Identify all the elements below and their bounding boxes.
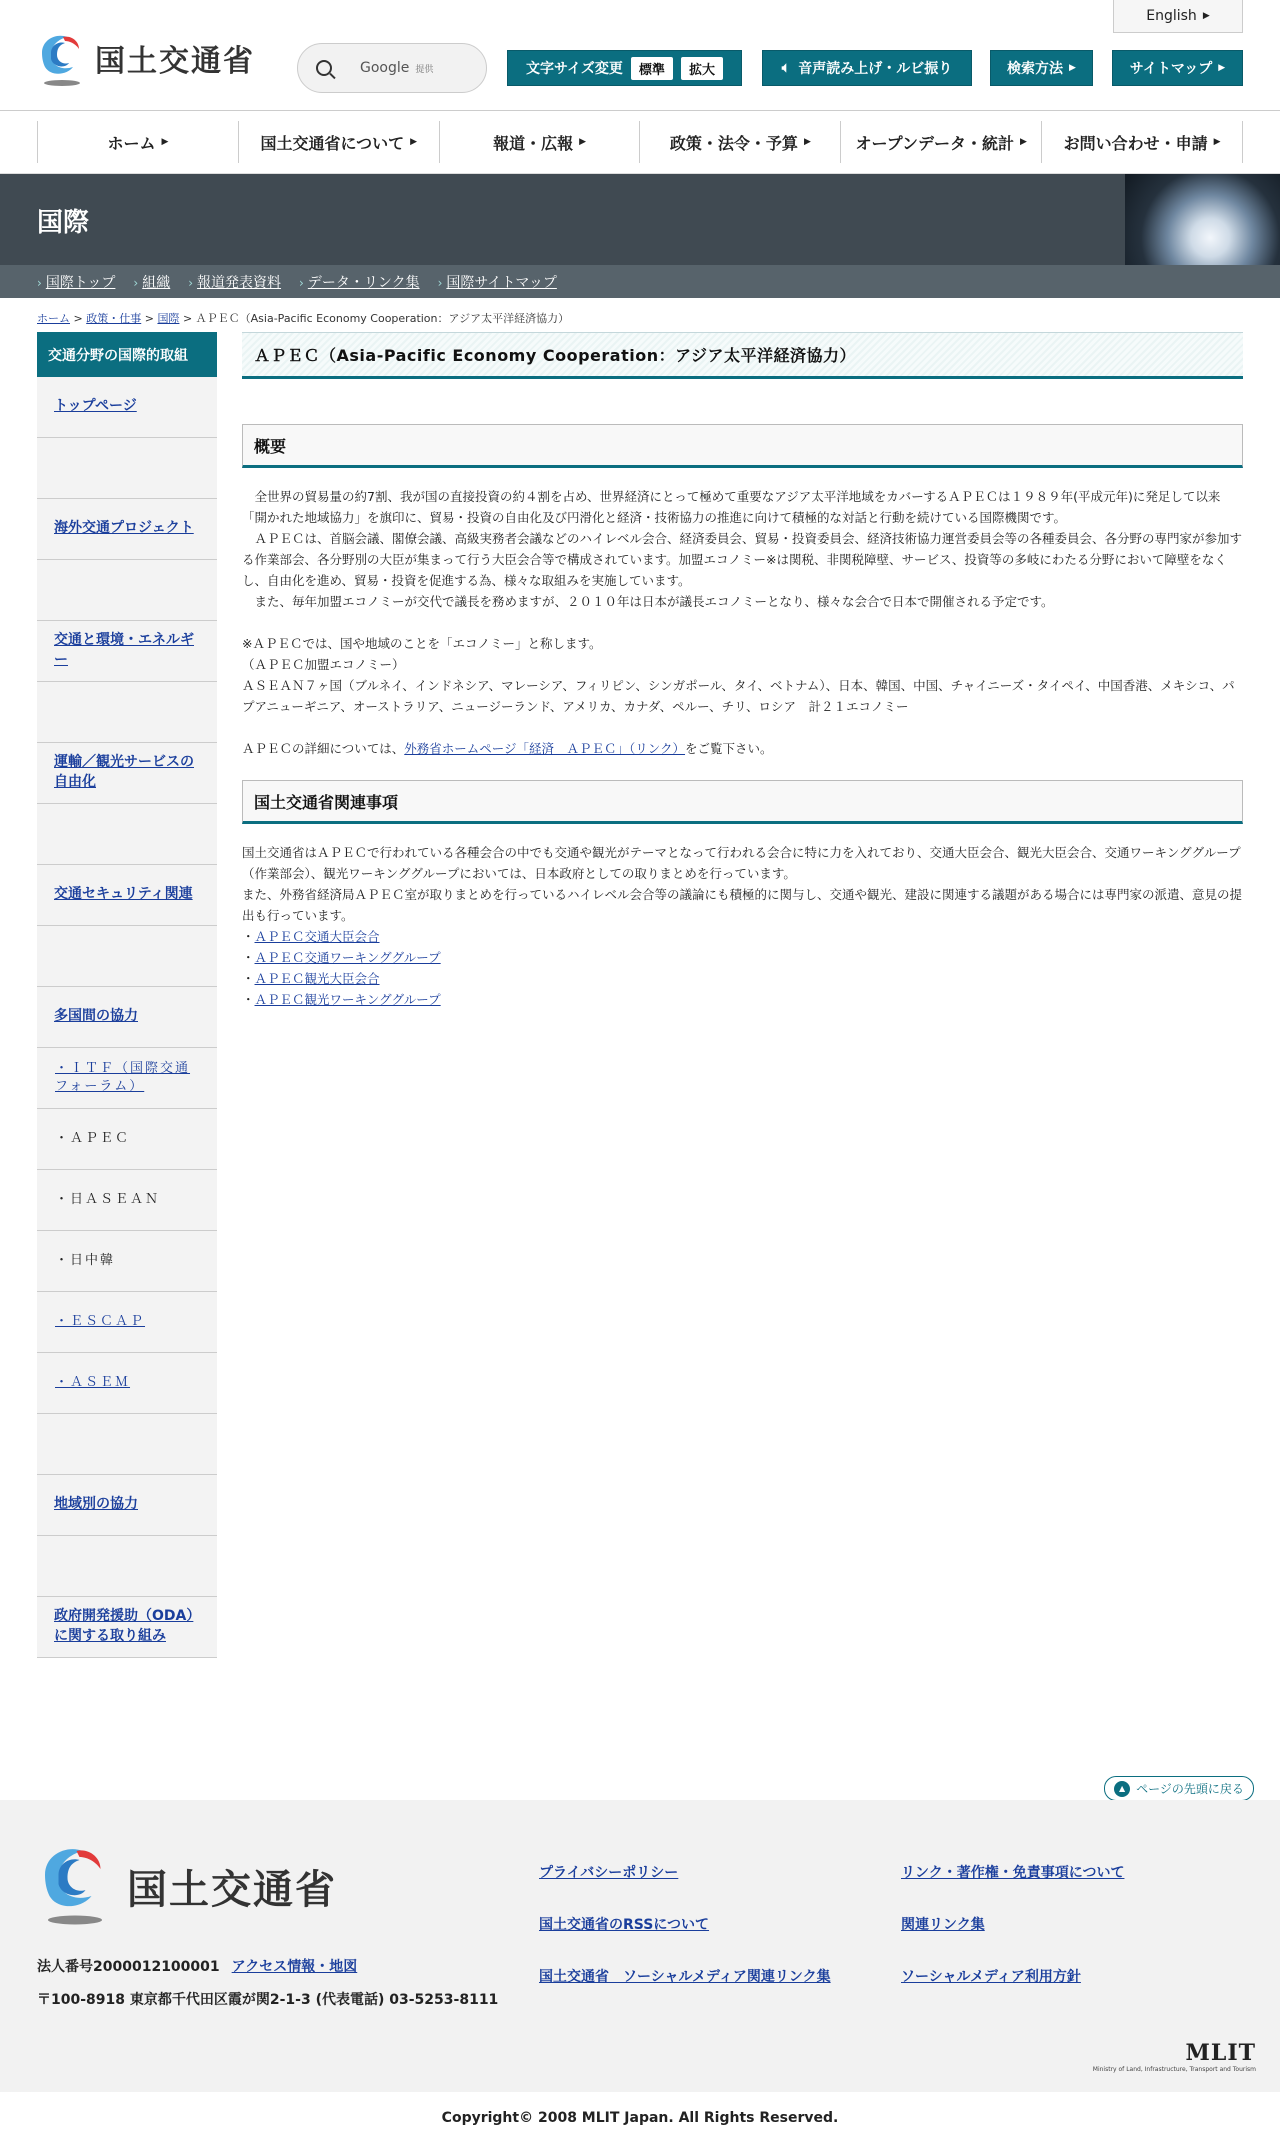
sidebar-item[interactable]	[37, 1353, 217, 1414]
gnav-contact[interactable]	[1041, 121, 1243, 163]
breadcrumb-separator: >	[182, 312, 193, 325]
chevron-right-icon: ›	[188, 275, 194, 290]
chevron-right-icon: ▶	[1202, 11, 1210, 21]
chevron-right-icon: ▶	[410, 137, 418, 147]
sidebar	[37, 332, 217, 1658]
page-top-button[interactable]	[1104, 1776, 1254, 1801]
sidebar-item-label: ・日中韓	[55, 1252, 116, 1268]
footer-logo[interactable]	[37, 1842, 337, 1930]
section-banner	[0, 174, 1280, 265]
search-method-button[interactable]	[990, 50, 1093, 86]
sidebar-spacer	[37, 1536, 217, 1597]
sidebar-item-label[interactable]: 海外交通プロジェクト	[54, 520, 194, 537]
chevron-right-icon: ›	[37, 275, 42, 290]
mlit-wordmark-text: MLIT	[1185, 2040, 1256, 2066]
access-link[interactable]: アクセス情報・地図	[231, 1959, 358, 1975]
detail-prefix: ＡＰＥＣの詳細については、	[242, 741, 405, 756]
sidebar-spacer	[37, 682, 217, 743]
sidebar-item	[37, 1109, 217, 1170]
sidebar-item[interactable]	[37, 743, 217, 804]
chevron-right-icon: ▶	[161, 137, 169, 147]
breadcrumb-separator: >	[144, 312, 154, 325]
breadcrumb-current: ＡＰＥＣ（Asia-Pacific Economy Cooperation：アジア太平洋経済協力）	[195, 312, 570, 325]
subnav-intl-sitemap[interactable]: 国際サイトマップ	[446, 274, 557, 291]
detail-suffix: をご覧下さい。	[685, 741, 773, 756]
sidebar-item-label[interactable]: 地域別の協力	[54, 1496, 138, 1513]
sidebar-item-label[interactable]: 交通セキュリティ関連	[54, 886, 193, 903]
mlit-logo-icon	[37, 1842, 113, 1930]
economy-note: ※ＡＰＥＣでは、国や地域のことを「エコノミー」と称します。	[242, 636, 602, 651]
voice-label: 音声読み上げ・ルビ振り	[798, 61, 953, 77]
list-item: ・ＡＰＥＣ交通大臣会合	[242, 929, 380, 944]
breadcrumb-intl[interactable]: 国際	[157, 312, 180, 325]
font-standard-button[interactable]: 標準	[631, 57, 673, 80]
chevron-right-icon: ▶	[803, 137, 811, 147]
overview-paragraph-2: ＡＰＥＣは、首脳会議、閣僚会議、高級実務者会議などのハイレベル会合、経済委員会、貿易・投資委員会、経済技術協力運営委員会等の各種委員会、各分野の専門家が参加する作業部会、各分野別の大臣が集まって行う大臣会合等で構成されています。加盟エコノミー※は関税、非関税障壁、サービス、投資等の多岐にわたる分野において障壁をなくし、自由化を進め、貿易・投資を促進する為、様々な取組みを実施しています。	[242, 531, 1243, 588]
chevron-right-icon: ▶	[1213, 137, 1221, 147]
breadcrumb-policy[interactable]: 政策・仕事	[86, 312, 142, 325]
sidebar-item-label[interactable]: 交通と環境・エネルギー	[54, 632, 194, 668]
sidebar-item-label[interactable]: 多国間の協力	[54, 1008, 138, 1025]
list-item: ・ＡＰＥＣ交通ワーキンググループ	[242, 950, 441, 965]
apec-transport-wg-link[interactable]: ＡＰＥＣ交通ワーキンググループ	[254, 950, 441, 965]
related-links-link[interactable]: 関連リンク集	[901, 1917, 985, 1933]
arrow-up-icon: ▲	[1114, 1781, 1130, 1797]
gnav-label: 報道・広報	[493, 133, 574, 153]
mlit-wordmark	[1093, 2040, 1256, 2073]
sidebar-heading: 交通分野の国際的取組	[37, 332, 217, 377]
list-item: ・ＡＰＥＣ観光ワーキンググループ	[242, 992, 441, 1007]
main-area	[0, 332, 1280, 1658]
section-subnav	[0, 265, 1280, 298]
chevron-right-icon: ▶	[1069, 63, 1076, 73]
search-method-label: 検索方法	[1007, 61, 1064, 77]
search-provider-sub: 提供	[415, 64, 434, 75]
overview-paragraph-3: また、毎年加盟エコノミーが交代で議長を務めますが、２０１０年は日本が議長エコノミーとなり、様々な会合で日本で開催される予定です。	[242, 594, 1054, 609]
subnav-press[interactable]: 報道発表資料	[197, 274, 282, 291]
privacy-policy-link[interactable]: プライバシーポリシー	[539, 1865, 679, 1881]
site-logo[interactable]	[37, 31, 255, 85]
gnav-home[interactable]	[37, 121, 238, 163]
gnav-label: 国土交通省について	[260, 133, 405, 153]
subnav-data-links[interactable]: データ・リンク集	[307, 274, 420, 291]
gnav-label: ホーム	[107, 133, 156, 153]
sidebar-spacer	[37, 804, 217, 865]
chevron-right-icon: ›	[299, 275, 304, 290]
chevron-right-icon: ▶	[579, 137, 587, 147]
copyright-disclaimer-link[interactable]: リンク・著作権・免責事項について	[901, 1865, 1125, 1881]
gnav-label: お問い合わせ・申請	[1063, 133, 1208, 153]
list-item: ・ＡＰＥＣ観光大臣会合	[242, 971, 380, 986]
sidebar-item[interactable]	[37, 499, 217, 560]
search-icon	[316, 60, 332, 76]
speaker-icon: 🔈︎	[781, 60, 791, 76]
sidebar-spacer	[37, 438, 217, 499]
gnav-opendata[interactable]	[840, 121, 1041, 163]
sidebar-item-label[interactable]: トップページ	[54, 398, 137, 415]
sidebar-spacer	[37, 560, 217, 621]
mlit-paragraph-2: また、外務省経済局ＡＰＥＣ室が取りまとめを行っているハイレベル会合等の議論にも積極的に関与し、交通や観光、建設に関連する議題がある場合には専門家の派遣、意見の提出も行っています。	[242, 887, 1243, 923]
apec-transport-ministers-link[interactable]: ＡＰＥＣ交通大臣会合	[254, 929, 380, 944]
sidebar-item-label[interactable]: 運輸／観光サービスの自由化	[54, 754, 194, 790]
footer-logo-text: 国土交通省	[127, 1866, 337, 1913]
voice-button[interactable]	[762, 50, 972, 86]
content	[242, 332, 1243, 1658]
page-top-label: ページの先頭に戻る	[1136, 1782, 1244, 1796]
copyright: Copyright© 2008 MLIT Japan. All Rights Reserved.	[0, 2092, 1280, 2143]
detail-line	[242, 738, 1243, 759]
font-size-label: 文字サイズ変更	[526, 61, 623, 77]
site-search[interactable]	[297, 43, 487, 93]
global-nav	[0, 111, 1280, 174]
page-title: ＡＰＥＣ（Asia-Pacific Economy Cooperation：アジア太平洋経済協力）	[242, 332, 1243, 379]
corporate-number	[37, 1956, 357, 1976]
sidebar-spacer	[37, 926, 217, 987]
corp-number-text: 法人番号2000012100001	[37, 1959, 220, 1975]
subnav-org[interactable]: 組織	[142, 274, 171, 291]
chevron-right-icon: ▶	[1020, 137, 1027, 147]
overview-paragraph-1: 全世界の貿易量の約7割、我が国の直接投資の約４割を占め、世界経済にとって極めて重要なアジア太平洋地域をカバーするＡＰＥＣは１９８９年(平成元年)に発足して以来「開かれた地域協力」を旗印に、貿易・投資の自由化及び円滑化と経済・技術協力の推進に向けて積極的な対話と行動を続けている国際機関です。	[242, 489, 1221, 525]
sidebar-item-label[interactable]: ・ＩＴＦ（国際交通フォーラム）	[55, 1060, 191, 1094]
breadcrumb	[0, 298, 1280, 332]
apec-tourism-wg-link[interactable]: ＡＰＥＣ観光ワーキンググループ	[254, 992, 441, 1007]
subnav-intl-top[interactable]: 国際トップ	[45, 274, 116, 291]
address: 〒100-8918 東京都千代田区霞が関2-1-3 (代表電話) 03-5253-8111	[37, 1992, 499, 2008]
sitemap-button[interactable]	[1112, 50, 1243, 86]
section-title: 国際	[37, 208, 90, 238]
mlit-logo-icon	[37, 31, 87, 85]
gnav-press[interactable]	[439, 121, 640, 163]
gnav-policy[interactable]	[639, 121, 840, 163]
sidebar-spacer	[37, 1414, 217, 1475]
social-media-policy-link[interactable]: ソーシャルメディア利用方針	[901, 1969, 1081, 1985]
chevron-right-icon: ›	[133, 275, 139, 290]
social-media-links-link[interactable]: 国土交通省 ソーシャルメディア関連リンク集	[539, 1969, 831, 1985]
section-heading-overview: 概要	[242, 424, 1243, 468]
sidebar-item[interactable]	[37, 377, 217, 438]
rss-link[interactable]: 国土交通省のRSSについて	[539, 1917, 710, 1933]
gnav-label: 政策・法令・予算	[669, 133, 798, 153]
sidebar-item[interactable]	[37, 1048, 217, 1109]
breadcrumb-home[interactable]: ホーム	[37, 312, 70, 325]
sidebar-item	[37, 1231, 217, 1292]
gnav-about[interactable]	[238, 121, 439, 163]
globe-image	[1125, 174, 1280, 265]
sidebar-item-label: ・日ＡＳＥＡＮ	[55, 1191, 161, 1207]
sitemap-label: サイトマップ	[1129, 61, 1213, 77]
search-provider: Google	[360, 60, 410, 76]
mofa-apec-link[interactable]: 外務省ホームページ「経済 ＡＰＥＣ」（リンク）	[404, 741, 686, 756]
chevron-right-icon: ›	[437, 275, 443, 290]
member-list: ＡＳＥＡＮ７ヶ国（ブルネイ、インドネシア、マレーシア、フィリピン、シンガポール、タイ、ベトナム）、日本、韓国、中国、チャイニーズ・タイペイ、中国香港、メキシコ、パプアニューギニア、オーストラリア、ニュージーランド、アメリカ、カナダ、ペルー、チリ、ロシア 計２１エコノミー	[242, 678, 1235, 714]
sidebar-item[interactable]	[37, 865, 217, 926]
sidebar-item[interactable]	[37, 1475, 217, 1536]
breadcrumb-separator: >	[73, 312, 83, 325]
apec-tourism-ministers-link[interactable]: ＡＰＥＣ観光大臣会合	[254, 971, 380, 986]
english-button[interactable]	[1113, 0, 1243, 33]
site-header	[0, 0, 1280, 111]
chevron-right-icon: ▶	[1218, 63, 1226, 73]
section-heading-mlit: 国土交通省関連事項	[242, 780, 1243, 824]
site-footer	[0, 1800, 1280, 2092]
mlit-wordmark-sub: Ministry of Land, Infrastructure, Transport and Tourism	[1092, 2066, 1256, 2073]
sidebar-item[interactable]	[37, 1292, 217, 1353]
sidebar-item[interactable]	[37, 1597, 217, 1658]
sidebar-item[interactable]	[37, 621, 217, 682]
sidebar-item-label[interactable]: ・ＥＳＣＡＰ	[55, 1313, 146, 1329]
member-heading: （ＡＰＥＣ加盟エコノミー）	[242, 657, 405, 672]
font-large-button[interactable]: 拡大	[681, 57, 723, 80]
logo-text: 国土交通省	[95, 44, 255, 79]
gnav-label: オープンデータ・統計	[855, 133, 1015, 153]
sidebar-item[interactable]	[37, 987, 217, 1048]
mlit-paragraph-1: 国土交通省はＡＰＥＣで行われている各種会合の中でも交通や観光がテーマとなって行われる会合に特に力を入れており、交通大臣会合、観光大臣会合、交通ワーキンググループ（作業部会）、観光ワーキンググループにおいては、日本政府としての取りまとめを行っています。	[242, 845, 1241, 881]
sidebar-item	[37, 1170, 217, 1231]
sidebar-item-label[interactable]: 政府開発援助（ODA）に関する取り組み	[54, 1608, 194, 1644]
font-size-control	[507, 50, 742, 86]
english-label: English	[1146, 8, 1197, 24]
sidebar-item-label: ・ＡＰＥＣ	[55, 1130, 131, 1146]
sidebar-item-label[interactable]: ・ＡＳＥＭ	[55, 1374, 131, 1390]
